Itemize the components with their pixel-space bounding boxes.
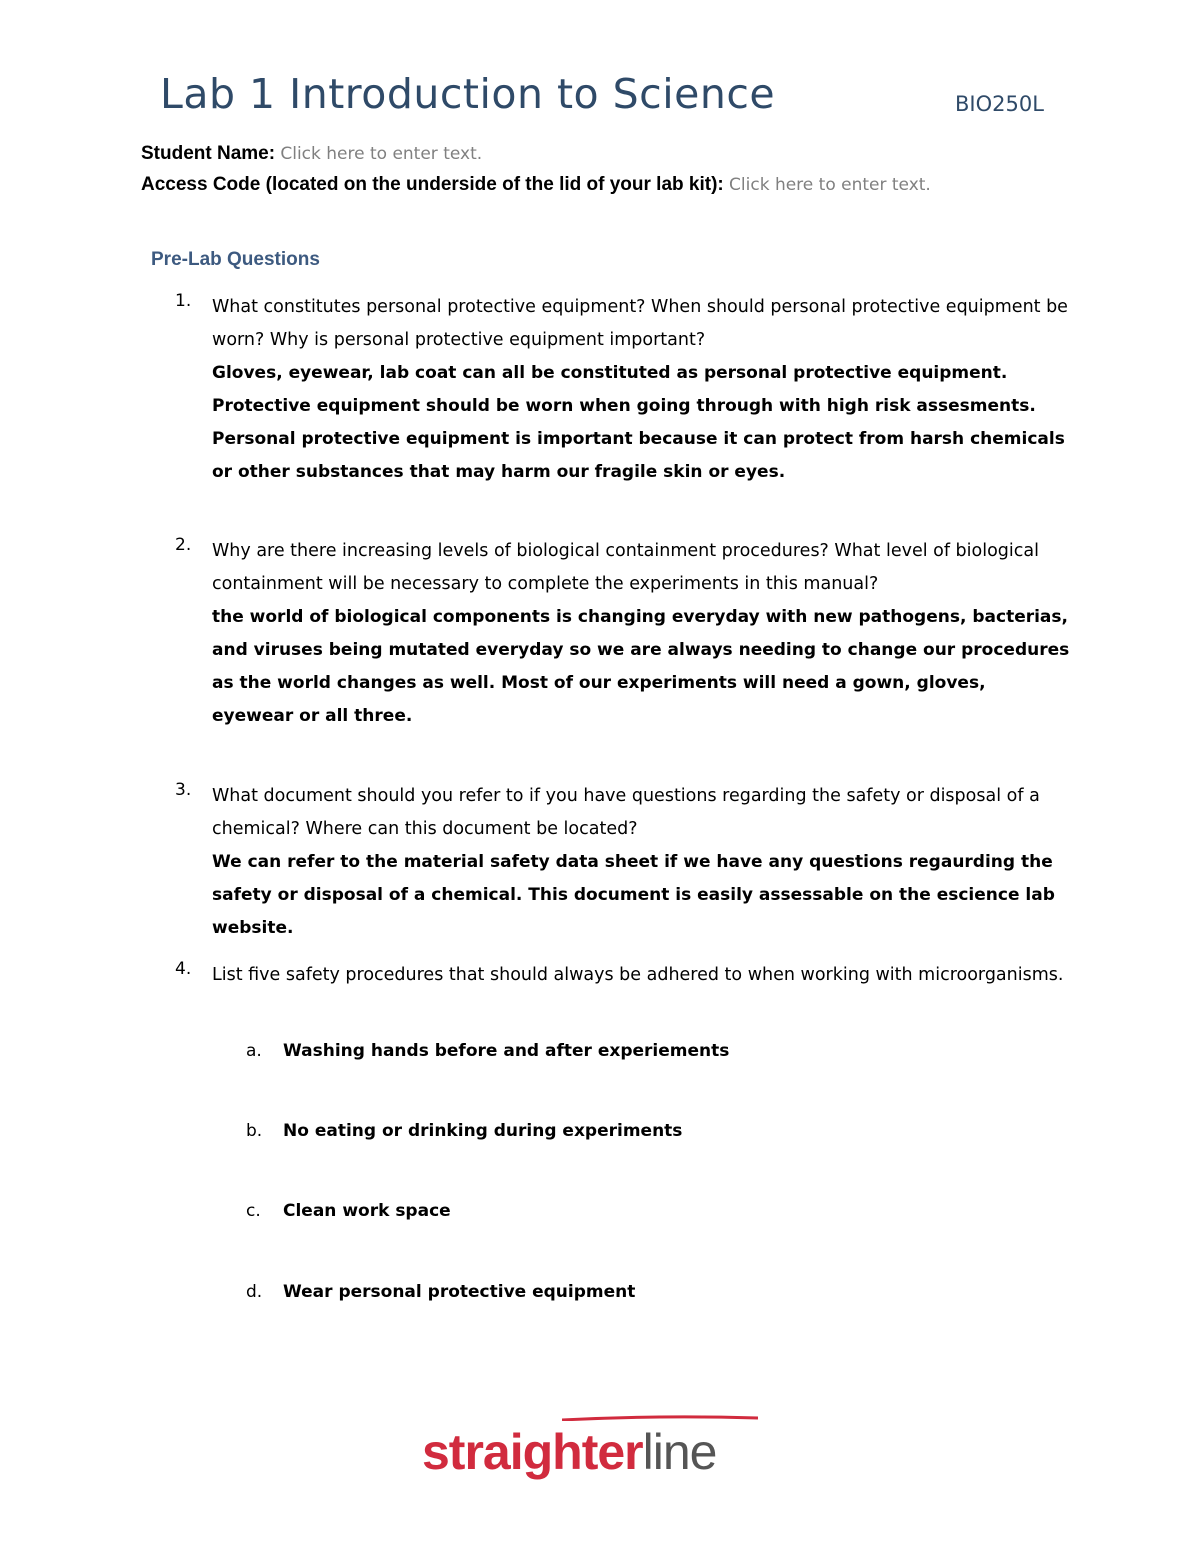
- question-text: What constitutes personal protective equipment? When should personal protective equipment be worn? Why is personal protective equipment important?: [212, 297, 1068, 350]
- logo-text-straighter: straighter: [422, 1424, 643, 1480]
- logo-text-line: line: [642, 1424, 717, 1480]
- list-item-letter: c.: [246, 1201, 261, 1221]
- list-item-text[interactable]: No eating or drinking during experiments: [283, 1121, 683, 1141]
- student-name-label: Student Name:: [141, 143, 276, 164]
- question-number: 2.: [175, 535, 192, 555]
- question-number: 4.: [175, 959, 192, 979]
- list-item-text[interactable]: Wear personal protective equipment: [283, 1282, 636, 1302]
- question-text: Why are there increasing levels of biological containment procedures? What level of biological containment will be necessary to complete the experiments in this manual?: [212, 541, 1039, 594]
- straighterline-logo: [422, 1415, 782, 1485]
- list-item-text[interactable]: Washing hands before and after experiements: [283, 1041, 730, 1061]
- answer-text[interactable]: Gloves, eyewear, lab coat can all be constituted as personal protective equipment. Protective equipment should be worn when going through with high risk assesments. Personal protective equipment is important because it can protect from harsh chemicals or other substances that may harm our fragile skin or eyes.: [212, 363, 1065, 482]
- section-heading: Pre-Lab Questions: [151, 249, 320, 270]
- access-code-label: Access Code (located on the underside of the lid of your lab kit):: [141, 174, 724, 195]
- question-text: List five safety procedures that should always be adhered to when working with microorganisms.: [212, 965, 1064, 985]
- answer-text[interactable]: the world of biological components is changing everyday with new pathogens, bacterias, and viruses being mutated everyday so we are always needing to change our procedures as the world changes as well. Most of our experiments will need a gown, gloves, eyewear or all three.: [212, 607, 1070, 726]
- student-name-field[interactable]: Click here to enter text.: [280, 144, 483, 164]
- question-number: 3.: [175, 780, 192, 800]
- question-text: What document should you refer to if you have questions regarding the safety or disposal of a chemical? Where can this document be located?: [212, 786, 1040, 839]
- list-item-letter: b.: [246, 1121, 263, 1141]
- access-code-field[interactable]: Click here to enter text.: [729, 175, 931, 195]
- page-title: Lab 1 Introduction to Science: [160, 70, 776, 118]
- course-code: BIO250L: [955, 92, 1044, 116]
- logo-swoosh-icon: [562, 1415, 758, 1421]
- list-item-letter: d.: [246, 1282, 263, 1302]
- list-item-letter: a.: [246, 1041, 262, 1061]
- student-name-row: [141, 143, 482, 165]
- access-code-row: [141, 174, 931, 196]
- list-item-text[interactable]: Clean work space: [283, 1201, 451, 1221]
- answer-text[interactable]: We can refer to the material safety data sheet if we have any questions regaurding the safety or disposal of a chemical. This document is easily assessable on the escience lab website.: [212, 852, 1055, 938]
- question-number: 1.: [175, 291, 192, 311]
